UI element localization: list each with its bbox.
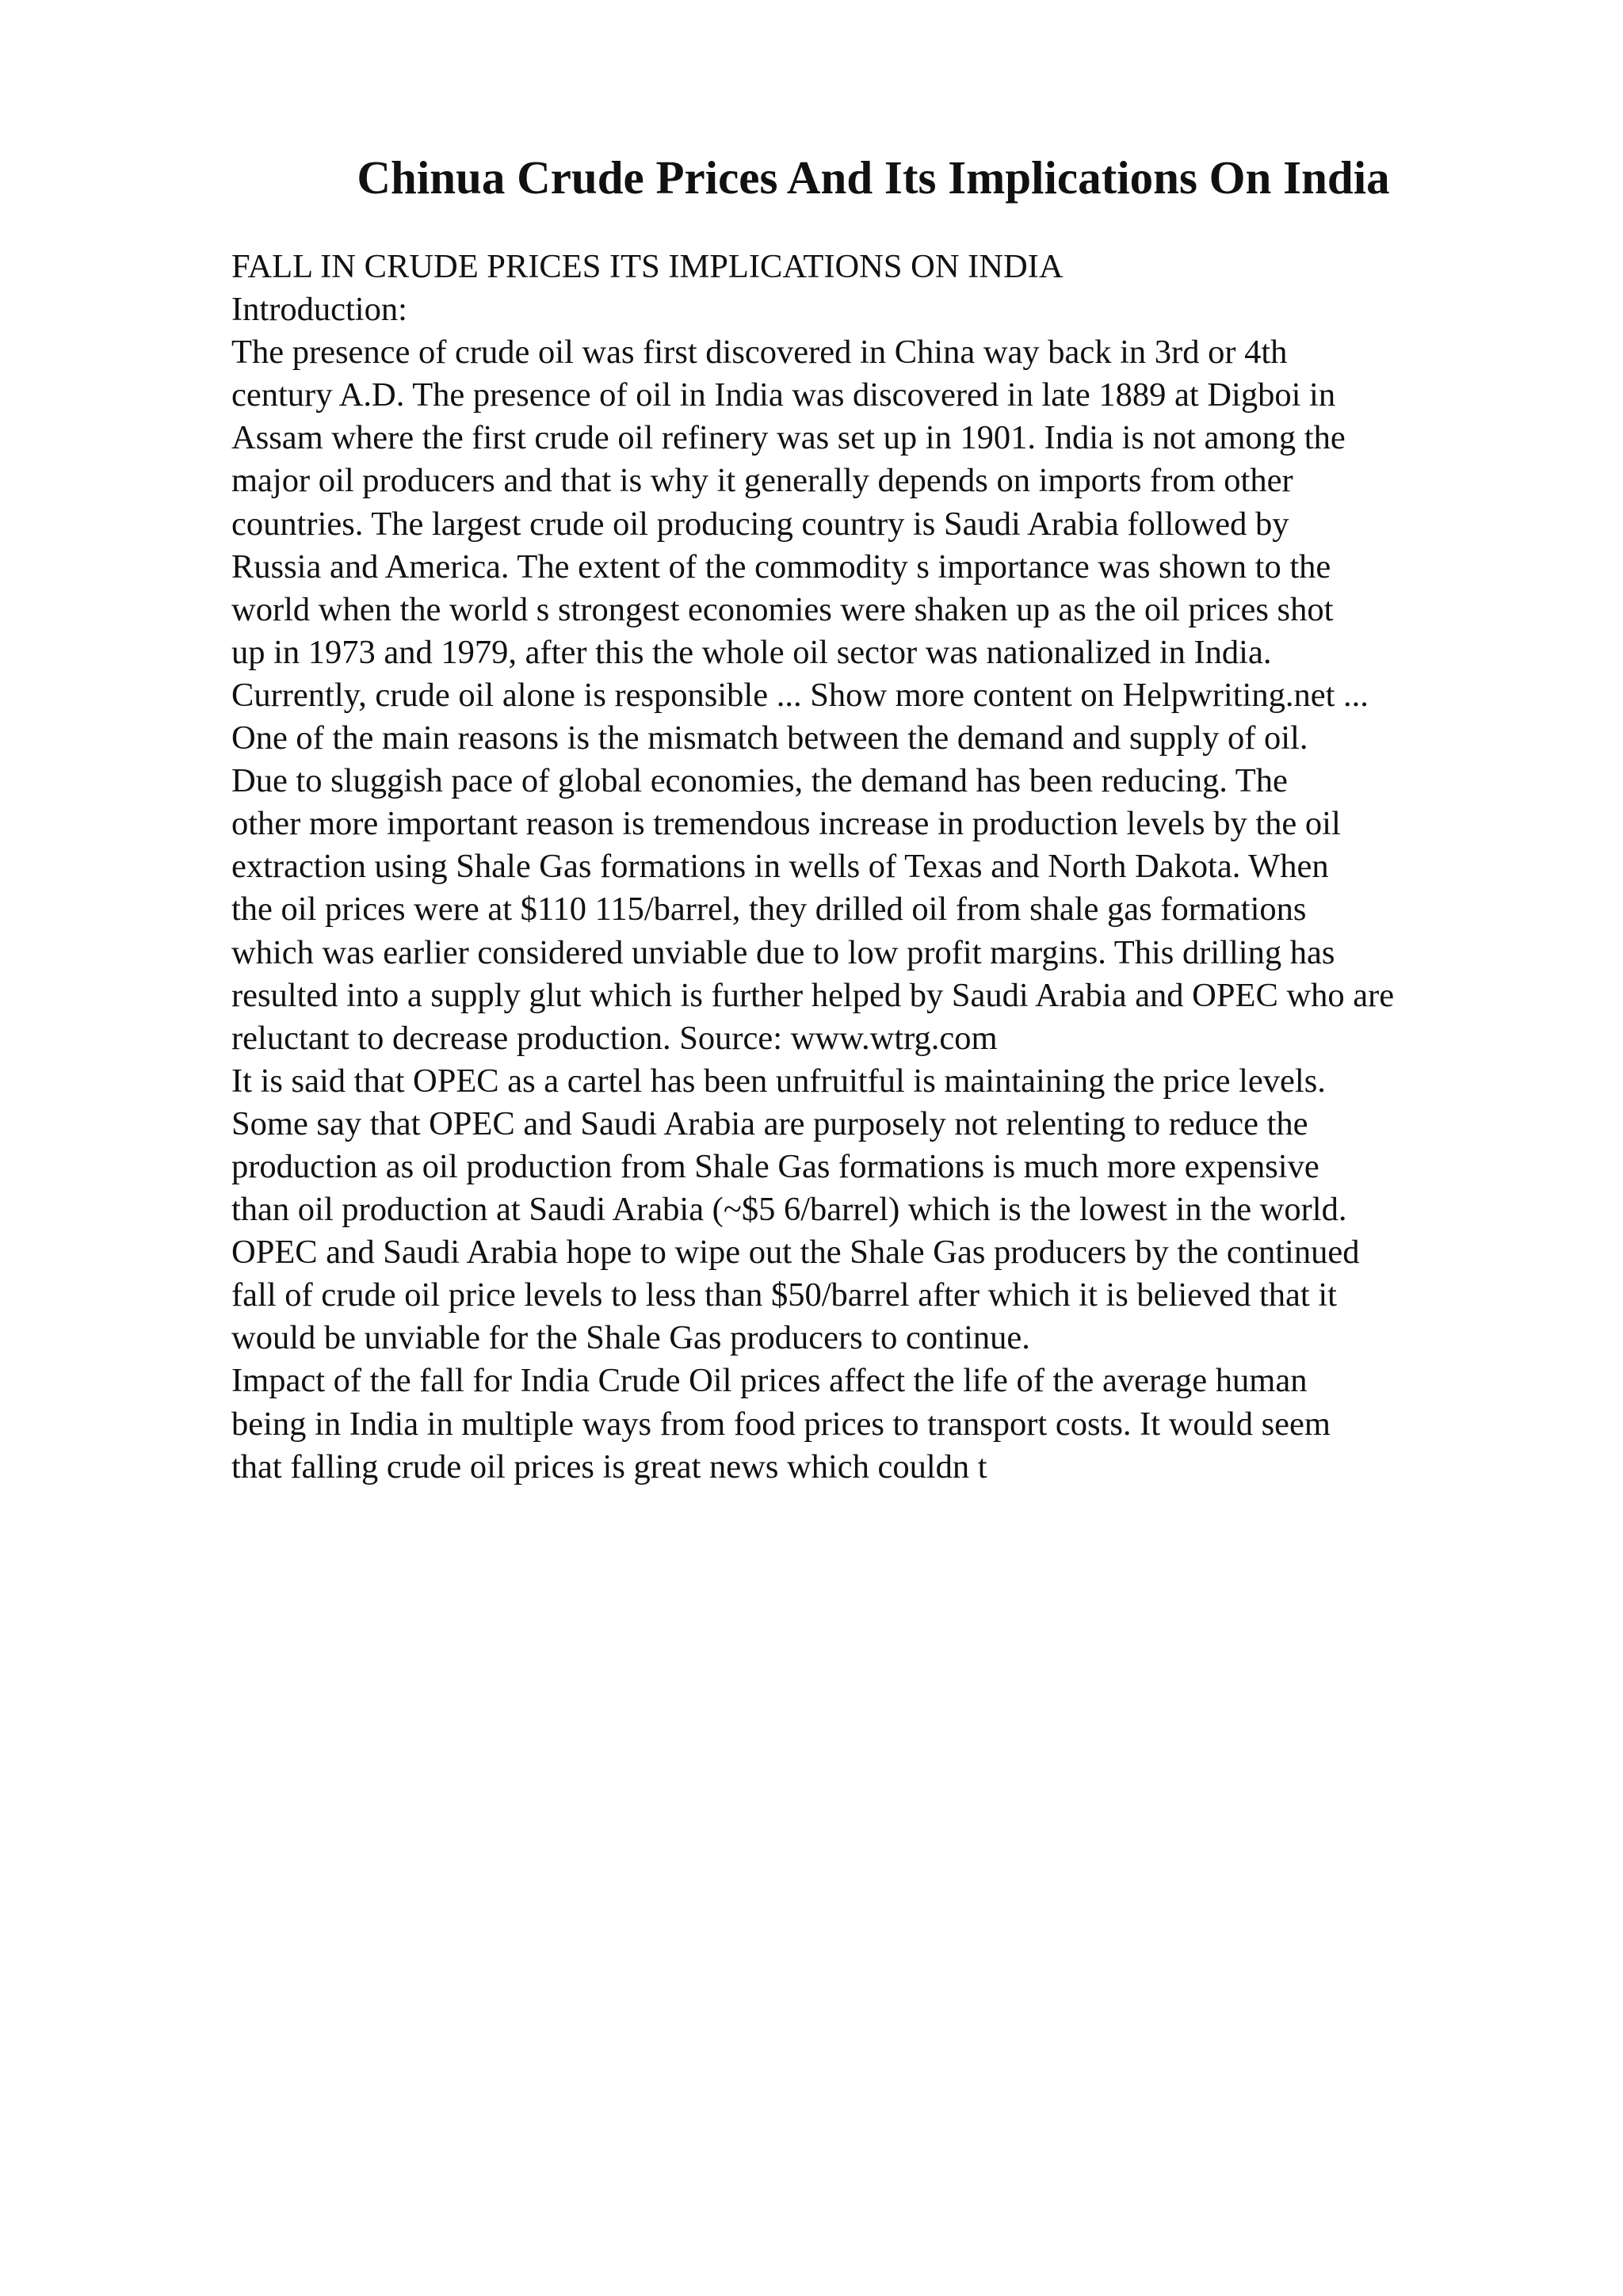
body-line: OPEC and Saudi Arabia hope to wipe out the Shale Gas producers by the continued — [231, 1234, 1360, 1272]
body-line: other more important reason is tremendous increase in production levels by the oil — [231, 805, 1341, 843]
body-line: extraction using Shale Gas formations in wells of Texas and North Dakota. When — [231, 848, 1329, 886]
body-line: countries. The largest crude oil producing country is Saudi Arabia followed by — [231, 505, 1289, 543]
body-line: century A.D. The presence of oil in India was discovered in late 1889 at Digboi in — [231, 376, 1336, 414]
body-line: Russia and America. The extent of the commodity s importance was shown to the — [231, 547, 1331, 585]
body-line: Some say that OPEC and Saudi Arabia are purposely not relenting to reduce the — [231, 1104, 1308, 1142]
body-line: FALL IN CRUDE PRICES ITS IMPLICATIONS ON INDIA — [231, 248, 1064, 285]
document-title: Chinua Crude Prices And Its Implications On India — [357, 151, 1390, 204]
body-line: up in 1973 and 1979, after this the whole oil sector was nationalized in India. — [231, 633, 1272, 671]
body-line: Impact of the fall for India Crude Oil prices affect the life of the average human — [231, 1362, 1308, 1400]
body-line: being in India in multiple ways from food prices to transport costs. It would seem — [231, 1405, 1331, 1443]
body-line: reluctant to decrease production. Source: www.wtrg.com — [231, 1019, 998, 1057]
body-line: It is said that OPEC as a cartel has been unfruitful is maintaining the price levels. — [231, 1062, 1326, 1100]
body-line: world when the world s strongest economies were shaken up as the oil prices shot — [231, 590, 1334, 628]
body-line: which was earlier considered unviable due to low profit margins. This drilling has — [231, 933, 1335, 971]
body-line: Assam where the first crude oil refinery was set up in 1901. India is not among the — [231, 419, 1346, 457]
body-line: Introduction: — [231, 291, 407, 329]
body-line: Due to sluggish pace of global economies, the demand has been reducing. The — [231, 762, 1288, 800]
body-line: resulted into a supply glut which is further helped by Saudi Arabia and OPEC who are — [231, 976, 1395, 1014]
body-line: that falling crude oil prices is great news which couldn t — [231, 1447, 987, 1486]
body-line: One of the main reasons is the mismatch between the demand and supply of oil. — [231, 719, 1308, 757]
body-line: major oil producers and that is why it generally depends on imports from other — [231, 462, 1293, 500]
body-line: would be unviable for the Shale Gas producers to continue. — [231, 1319, 1030, 1357]
body-line: The presence of crude oil was first discovered in China way back in 3rd or 4th — [231, 334, 1288, 372]
body-line: fall of crude oil price levels to less than $50/barrel after which it is believed that it — [231, 1276, 1337, 1314]
document-body — [231, 246, 1594, 1489]
body-line: the oil prices were at $110 115/barrel, they drilled oil from shale gas formations — [231, 891, 1307, 929]
body-line: production as oil production from Shale Gas formations is much more expensive — [231, 1147, 1319, 1185]
body-line: Currently, crude oil alone is responsible ... Show more content on Helpwriting.net ... — [231, 676, 1369, 714]
body-line: than oil production at Saudi Arabia (~$5 6/barrel) which is the lowest in the world. — [231, 1191, 1347, 1229]
